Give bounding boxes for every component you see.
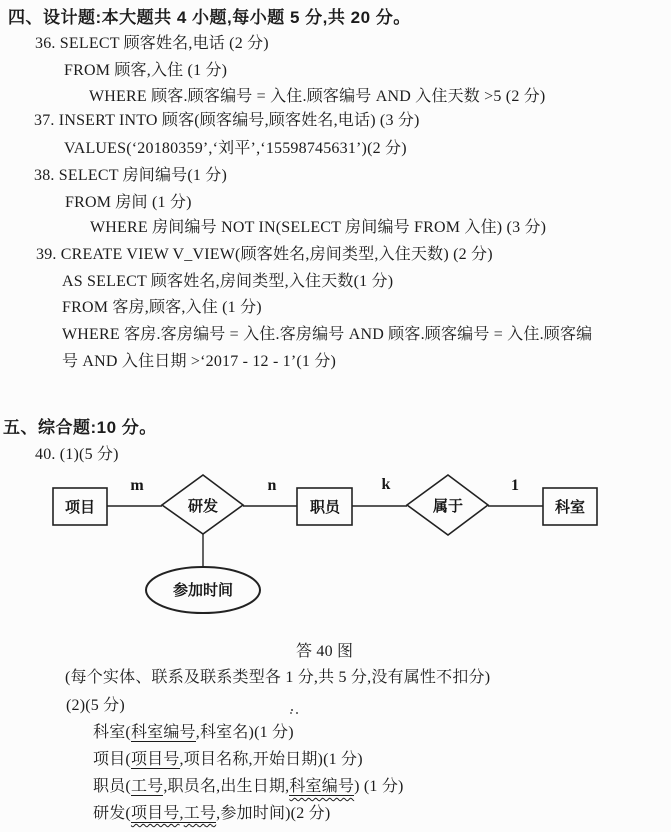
q37-line-values: VALUES(‘20180359’,‘刘平’,‘15598745631’)(2 分) bbox=[64, 140, 407, 157]
ink-smudge bbox=[291, 709, 293, 711]
schema-department bbox=[93, 723, 294, 743]
q36-line-where: WHERE 顾客.顾客编号 = 入住.顾客编号 AND 入住天数 >5 (2 分) bbox=[89, 88, 546, 105]
schema-develop-pk1: 项目号 bbox=[130, 805, 180, 822]
q36-line-select: 36. SELECT 顾客姓名,电话 (2 分) bbox=[35, 35, 269, 52]
q40-part1-label: 40. (1)(5 分) bbox=[35, 446, 119, 463]
q38-line-from: FROM 房间 (1 分) bbox=[65, 194, 192, 211]
cardinality-m: m bbox=[130, 477, 144, 494]
cardinality-n: n bbox=[267, 477, 277, 494]
q38-line-where: WHERE 房间编号 NOT IN(SELECT 房间编号 FROM 入住) (3 分) bbox=[90, 219, 547, 236]
cardinality-k: k bbox=[381, 476, 391, 493]
q37-line-insert: 37. INSERT INTO 顾客(顾客编号,顾客姓名,电话) (3 分) bbox=[34, 112, 420, 129]
q39-line-create: 39. CREATE VIEW V_VIEW(顾客姓名,房间类型,入住天数) (2 分) bbox=[36, 246, 493, 263]
entity-employee-label: 职员 bbox=[309, 500, 341, 516]
q39-line-as: AS SELECT 顾客姓名,房间类型,入住天数(1 分) bbox=[62, 273, 394, 290]
scoring-note: (每个实体、联系及联系类型各 1 分,共 5 分,没有属性不扣分) bbox=[65, 669, 491, 686]
schema-employee-mid: ,职员名,出生日期, bbox=[163, 778, 290, 795]
schema-employee-head: 职员( bbox=[93, 778, 131, 795]
q39-line-where2: 号 AND 入住日期 >‘2017 - 12 - 1’(1 分) bbox=[62, 353, 337, 370]
schema-develop-pk2: 工号 bbox=[183, 805, 217, 822]
section4-heading: 四、设计题:本大题共 4 小题,每小题 5 分,共 20 分。 bbox=[8, 8, 411, 27]
schema-employee-fk: 科室编号 bbox=[289, 778, 355, 795]
schema-employee bbox=[93, 777, 404, 797]
q39-line-from: FROM 客房,顾客,入住 (1 分) bbox=[62, 299, 262, 316]
schema-department-pk: 科室编号 bbox=[130, 724, 196, 741]
er-diagram bbox=[0, 470, 671, 632]
q36-line-from: FROM 顾客,入住 (1 分) bbox=[64, 62, 228, 79]
q39-line-where: WHERE 客房.客房编号 = 入住.客房编号 AND 顾客.顾客编号 = 入住.顾客编 bbox=[62, 326, 593, 343]
attribute-join-time-label: 参加时间 bbox=[172, 583, 234, 599]
schema-develop-keys bbox=[131, 805, 216, 823]
schema-develop-comma: , bbox=[179, 805, 184, 822]
entity-project-label: 项目 bbox=[64, 500, 96, 516]
section5-heading: 五、综合题:10 分。 bbox=[3, 418, 157, 437]
schema-department-head: 科室( bbox=[93, 724, 131, 741]
schema-employee-rest: ) (1 分) bbox=[354, 778, 404, 795]
schema-project bbox=[93, 750, 363, 770]
schema-employee-pk: 工号 bbox=[130, 778, 164, 795]
schema-department-rest: ,科室名)(1 分) bbox=[195, 724, 294, 741]
schema-develop-head: 研发( bbox=[93, 805, 131, 822]
schema-project-rest: ,项目名称,开始日期)(1 分) bbox=[179, 751, 363, 768]
entity-department-label: 科室 bbox=[554, 500, 586, 516]
q38-line-select: 38. SELECT 房间编号(1 分) bbox=[34, 167, 228, 184]
figure-caption: 答 40 图 bbox=[296, 643, 354, 660]
schema-project-head: 项目( bbox=[93, 751, 131, 768]
schema-develop-rest: ,参加时间)(2 分) bbox=[216, 805, 331, 822]
schema-develop bbox=[93, 804, 330, 824]
cardinality-one: 1 bbox=[511, 477, 519, 494]
relation-belong-label: 属于 bbox=[432, 499, 464, 515]
q40-part2-label: (2)(5 分) bbox=[66, 697, 125, 714]
schema-project-pk: 项目号 bbox=[130, 751, 180, 768]
relation-develop-label: 研发 bbox=[187, 499, 219, 515]
